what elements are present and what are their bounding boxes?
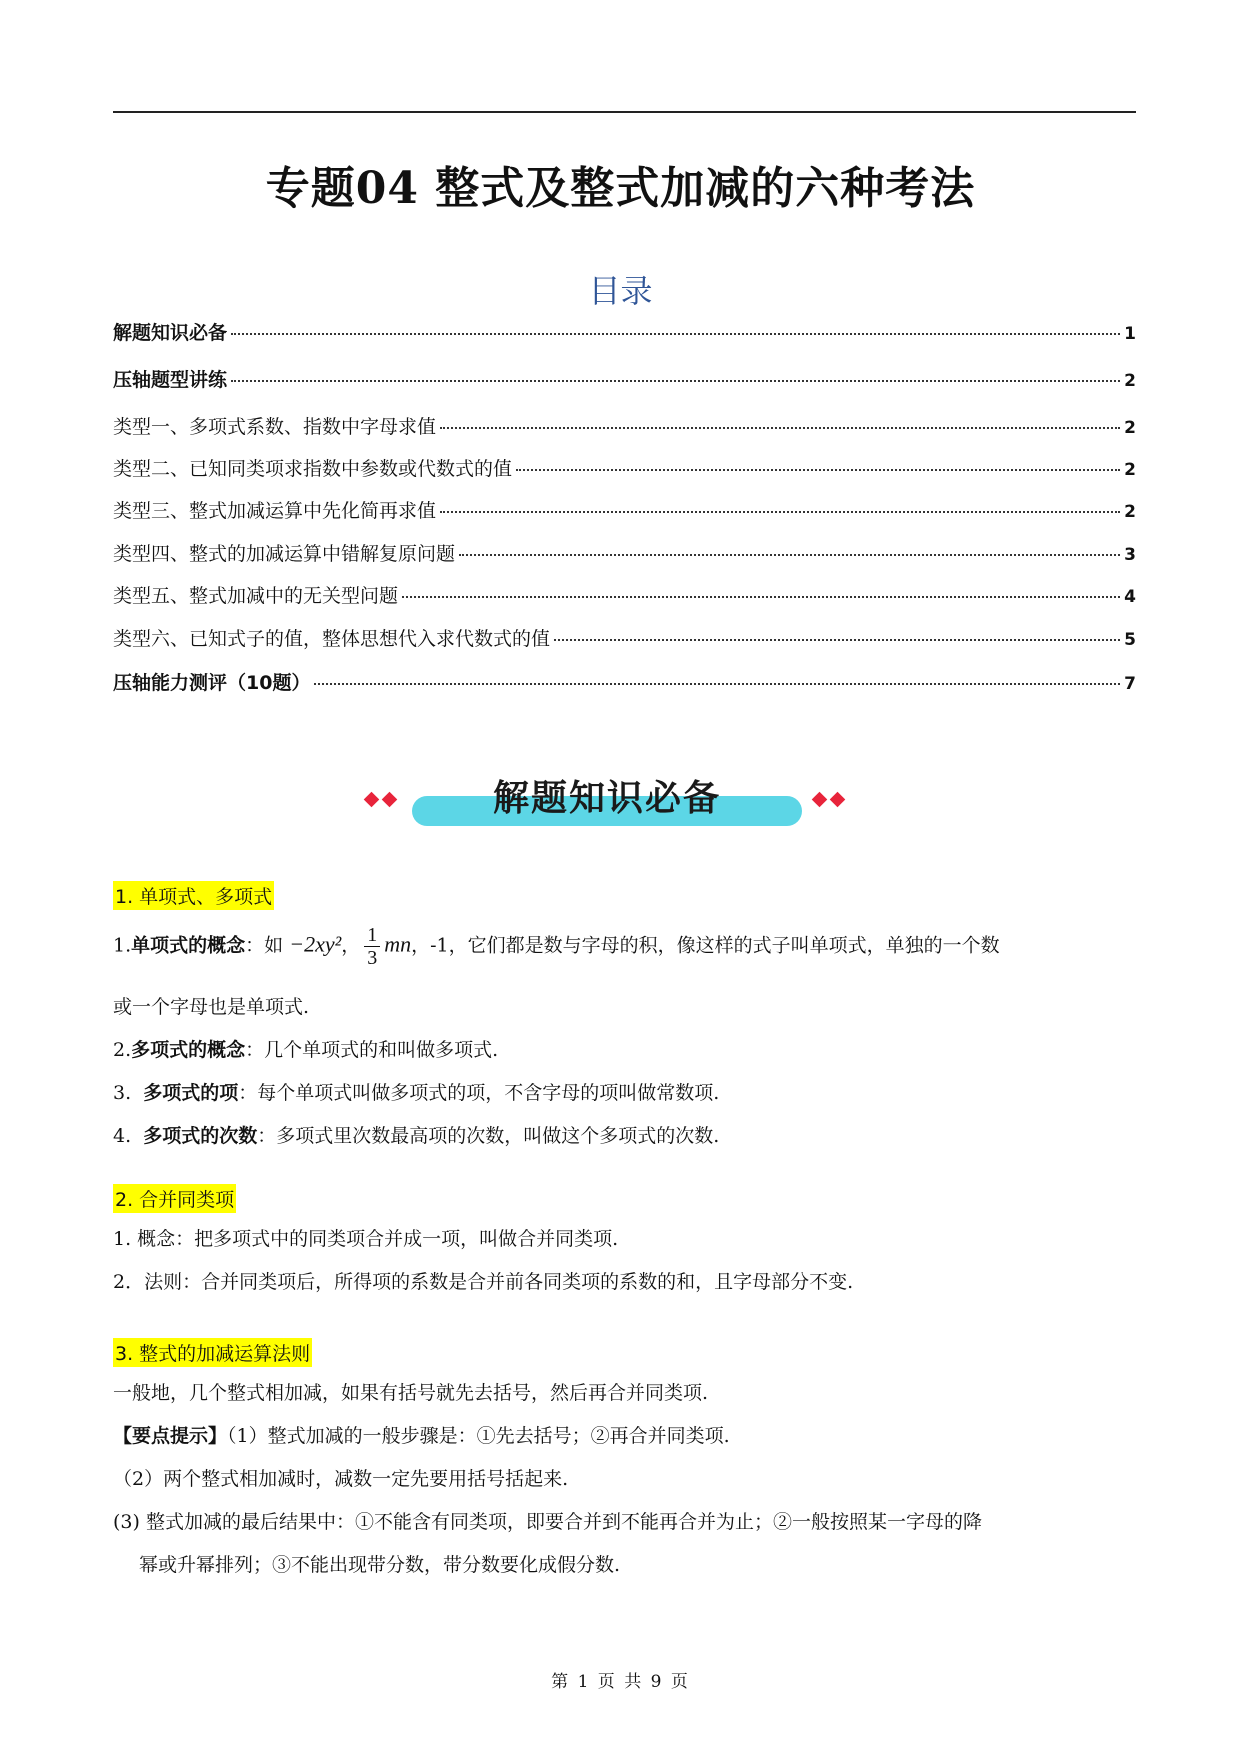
toc-leader-dots <box>231 380 1120 382</box>
term: 多项式的概念 <box>131 1039 246 1061</box>
toc-entry-page: 3 <box>1124 545 1136 565</box>
paragraph: 1. 概念：把多项式中的同类项合并成一项，叫做合并同类项. <box>113 1228 619 1250</box>
document-title: 专题04 整式及整式加减的六种考法 <box>265 163 976 214</box>
toc-entry-label: 类型五、整式加减中的无关型问题 <box>113 585 399 607</box>
toc-entry-label: 类型六、已知式子的值，整体思想代入求代数式的值 <box>113 628 551 650</box>
page-footer: 第 1 页 共 9 页 <box>551 1672 690 1692</box>
toc-leader-dots <box>440 511 1120 513</box>
math-expression: mn <box>384 931 412 957</box>
toc-entry[interactable] <box>113 624 1136 651</box>
paragraph: 或一个字母也是单项式. <box>113 996 310 1018</box>
item-number: 3. <box>113 1082 132 1104</box>
toc-leader-dots <box>314 683 1120 685</box>
paragraph <box>113 1124 1136 1150</box>
text: ：每个单项式叫做多项式的项，不含字母的项叫做常数项. <box>238 1082 720 1104</box>
toc-entry[interactable] <box>113 318 1136 345</box>
toc-leader-dots <box>459 554 1120 556</box>
toc-heading: 目录 <box>588 272 653 310</box>
section-heading: 1. 单项式、多项式 <box>113 881 274 910</box>
paragraph <box>113 1038 1136 1064</box>
fraction-denominator: 3 <box>367 947 378 969</box>
toc-entry-page: 2 <box>1124 502 1136 522</box>
paragraph: 2．法则：合并同类项后，所得项的系数是合并前各同类项的系数的和，且字母部分不变. <box>113 1271 854 1293</box>
toc-entry-page: 2 <box>1124 371 1136 391</box>
paragraph <box>113 1081 1136 1107</box>
section-heading: 2. 合并同类项 <box>113 1184 236 1213</box>
banner-title: 解题知识必备 <box>492 778 721 819</box>
fraction <box>364 924 380 969</box>
text: ：几个单项式的和叫做多项式. <box>245 1039 499 1061</box>
paragraph: 幂或升幂排列；③不能出现带分数，带分数要化成假分数. <box>139 1554 621 1576</box>
toc-entry-label: 解题知识必备 <box>113 322 228 344</box>
section-heading: 3. 整式的加减运算法则 <box>113 1338 312 1367</box>
toc-entry-page: 1 <box>1124 324 1136 344</box>
toc-entry[interactable] <box>113 412 1136 439</box>
toc-leader-dots <box>440 427 1120 429</box>
toc-entry-label: 类型三、整式加减运算中先化简再求值 <box>113 500 437 522</box>
text: （1）整式加减的一般步骤是：①先去括号；②再合并同类项. <box>227 1425 730 1447</box>
toc-leader-dots <box>554 639 1120 641</box>
toc-entry[interactable] <box>113 539 1136 566</box>
diamond-ornament-left <box>362 792 406 812</box>
toc-entry-label: 类型一、多项式系数、指数中字母求值 <box>113 416 437 438</box>
toc-leader-dots <box>402 596 1120 598</box>
toc-entry[interactable] <box>113 454 1136 481</box>
toc-entry[interactable] <box>113 668 1136 695</box>
item-number: 1. <box>113 934 132 957</box>
paragraph: （2）两个整式相加减时，减数一定先要用括号括起来. <box>113 1468 569 1490</box>
toc-leader-dots <box>516 469 1120 471</box>
toc-entry-label: 类型四、整式的加减运算中错解复原问题 <box>113 543 456 565</box>
toc-entry-page: 7 <box>1124 674 1136 694</box>
diamond-ornament-right <box>810 792 854 812</box>
paragraph: (3) 整式加减的最后结果中：①不能含有同类项，即要合并到不能再合并为止；②一般按照某一字母的降 <box>113 1511 982 1533</box>
term: 多项式的项 <box>143 1082 239 1104</box>
tip-label: 【要点提示】 <box>113 1425 228 1447</box>
text: ，-1，它们都是数与字母的积，像这样的式子叫单项式，单独的一个数 <box>411 934 1000 957</box>
text: ：如 <box>245 934 284 957</box>
term: 多项式的次数 <box>143 1125 258 1147</box>
toc-entry-page: 2 <box>1124 418 1136 438</box>
fraction-numerator: 1 <box>364 924 380 947</box>
toc-entry[interactable] <box>113 496 1136 523</box>
toc-entry[interactable] <box>113 581 1136 608</box>
toc-leader-dots <box>231 333 1120 335</box>
banner-pill <box>412 770 802 828</box>
item-number: 4. <box>113 1125 132 1147</box>
math-expression: −2xy² <box>289 931 342 957</box>
item-number: 2. <box>113 1039 132 1061</box>
toc-entry-page: 2 <box>1124 460 1136 480</box>
toc-entry-label: 类型二、已知同类项求指数中参数或代数式的值 <box>113 458 513 480</box>
toc-entry-page: 4 <box>1124 587 1136 607</box>
section-banner <box>362 770 882 840</box>
top-rule <box>113 111 1136 113</box>
toc-entry-label: 压轴能力测评（10题） <box>113 672 311 694</box>
paragraph: 一般地，几个整式相加减，如果有括号就先去括号，然后再合并同类项. <box>113 1382 709 1404</box>
toc-entry-label: 压轴题型讲练 <box>113 369 228 391</box>
toc-entry-page: 5 <box>1124 630 1136 650</box>
paragraph: 1.单项式的概念：如 −2xy²， $\frac{1}{3}$ mn，-1，它们都是数与字母的积，像这样的式子叫单项式，单独的一个数 <box>113 924 1000 969</box>
text: ：多项式里次数最高项的次数，叫做这个多项式的次数. <box>257 1125 720 1147</box>
paragraph <box>113 1424 1136 1450</box>
term: 单项式的概念 <box>131 934 246 957</box>
toc-entry[interactable] <box>113 365 1136 392</box>
